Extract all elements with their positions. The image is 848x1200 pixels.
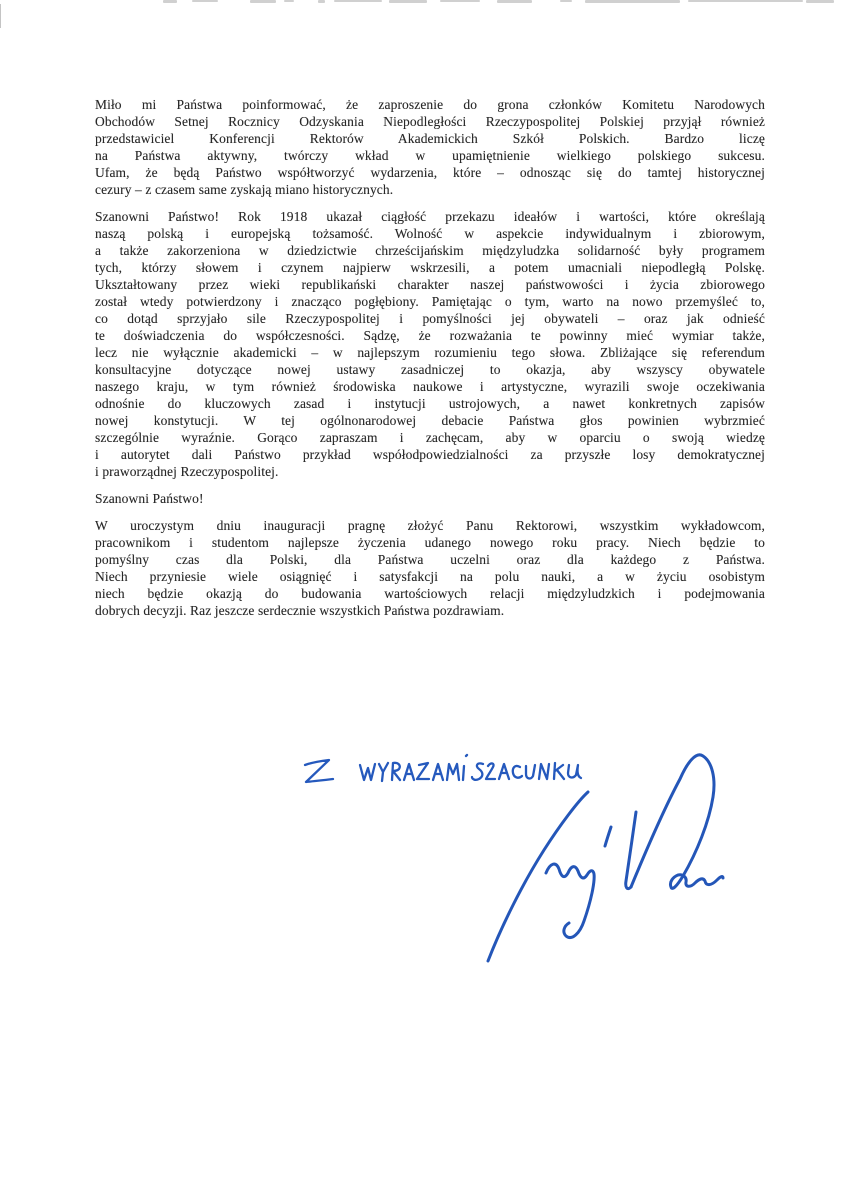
text-line: konsultacyjne dotyczące nowej ustawy zasadniczej to okazja, aby wszyscy obywatele	[95, 362, 765, 377]
scan-artifact-dash	[688, 0, 803, 2]
scan-artifact-dash	[163, 0, 177, 3]
text-line: Miło mi Państwa poinformować, że zaproszenie do grona członków Komitetu Narodowych	[95, 97, 765, 112]
scan-artifact-dash	[192, 0, 218, 2]
scan-artifact-dash	[497, 0, 532, 3]
handwritten-closing-script	[305, 755, 581, 782]
text-line: W uroczystym dniu inauguracji pragnę złożyć Panu Rektorowi, wszystkim wykładowcom,	[95, 518, 765, 533]
text-line: Ukształtowany przez wieki republikański charakter naszej państwowości i życia zbiorowego	[95, 277, 765, 292]
text-line: Obchodów Setnej Rocznicy Odzyskania Niepodległości Rzeczypospolitej Polskiej przyjął również	[95, 114, 765, 129]
text-line: pracownikom i studentom najlepsze życzenia udanego nowego roku pracy. Niech będzie to	[95, 535, 765, 550]
text-line: Szanowni Państwo! Rok 1918 ukazał ciągłość przekazu ideałów i wartości, które określają	[95, 209, 765, 224]
letter-body-text	[95, 96, 765, 629]
text-line: te doświadczenia do współczesności. Sądzę, że rozważania te powinny mieć wymiar także,	[95, 328, 765, 343]
text-line: tych, którzy słowem i czynem najpierw wskrzesili, a potem umacniali niepodległą Polskę.	[95, 260, 765, 275]
scan-artifact-dash	[806, 0, 834, 3]
paragraph	[95, 490, 765, 507]
text-line: lecz nie wyłącznie akademicki – w najlepszym rozumieniu tego słowa. Zbliżające się referendum	[95, 345, 765, 360]
text-line: został wtedy potwierdzony i znacząco pogłębiony. Pamiętając o tym, warto na nowo przemyśleć to,	[95, 294, 765, 309]
signature-flourish	[488, 755, 723, 961]
text-line: szczególnie wyraźnie. Gorąco zapraszam i zachęcam, aby w oparciu o swoją wiedzę	[95, 430, 765, 445]
text-line: odnośnie do kluczowych zasad i instytucji ustrojowych, a nawet konkretnych zapisów	[95, 396, 765, 411]
text-line: a także zakorzeniona w dziedzictwie chrześcijańskim międzyludzka solidarność były programem	[95, 243, 765, 258]
scan-artifact-dash	[334, 0, 382, 2]
scan-artifact-dash	[560, 0, 572, 2]
scan-artifact-dash	[440, 0, 480, 2]
scan-artifact-dash	[250, 0, 276, 3]
scan-artifact-dash	[284, 0, 294, 2]
text-line: nowej konstytucji. W tej ogólnonarodowej debacie Państwa głos powinien wybrzmieć	[95, 413, 765, 428]
text-line: na Państwa aktywny, twórczy wkład w upamiętnienie wielkiego polskiego sukcesu.	[95, 148, 765, 163]
text-line: Szanowni Państwo!	[95, 491, 204, 506]
text-line: naszą polską i europejską tożsamość. Wolność w aspekcie indywidualnym i zbiorowym,	[95, 226, 765, 241]
text-line: naszego kraju, w tym również środowiska naukowe i artystyczne, wyrazili swoje oczekiwania	[95, 379, 765, 394]
handwriting-area	[280, 735, 760, 975]
text-line: cezury – z czasem same zyskają miano historycznych.	[95, 182, 394, 197]
paragraph	[95, 96, 765, 198]
text-line: pomyślny czas dla Polski, dla Państwa uczelni oraz dla każdego z Państwa.	[95, 552, 765, 567]
scan-artifact-dash	[318, 0, 325, 3]
scan-artifact-top-edge	[0, 0, 848, 8]
scan-artifact-left-edge	[0, 4, 1, 28]
text-line: niech będzie okazją do budowania wartościowych relacji międzyludzkich i podejmowania	[95, 586, 765, 601]
text-line: dobrych decyzji. Raz jeszcze serdecznie wszystkich Państwa pozdrawiam.	[95, 603, 505, 618]
text-line: przedstawiciel Konferencji Rektorów Akademickich Szkół Polskich. Bardzo liczę	[95, 131, 765, 146]
text-line: Niech przyniesie wiele osiągnięć i satysfakcji na polu nauki, a w życiu osobistym	[95, 569, 765, 584]
text-line: i praworządnej Rzeczypospolitej.	[95, 464, 279, 479]
text-line: co dotąd sprzyjało sile Rzeczypospolitej i pomyślności jej obywateli – oraz jak odnieść	[95, 311, 765, 326]
paragraph	[95, 517, 765, 619]
text-line: Ufam, że będą Państwo współtworzyć wydarzenia, które – odnosząc się do tamtej historycznej	[95, 165, 765, 180]
text-line: i autorytet dali Państwo przykład współodpowiedzialności za przyszłe losy demokratycznej	[95, 447, 765, 462]
scan-artifact-dash	[585, 0, 680, 3]
paragraph	[95, 208, 765, 480]
scan-artifact-dash	[389, 0, 427, 3]
